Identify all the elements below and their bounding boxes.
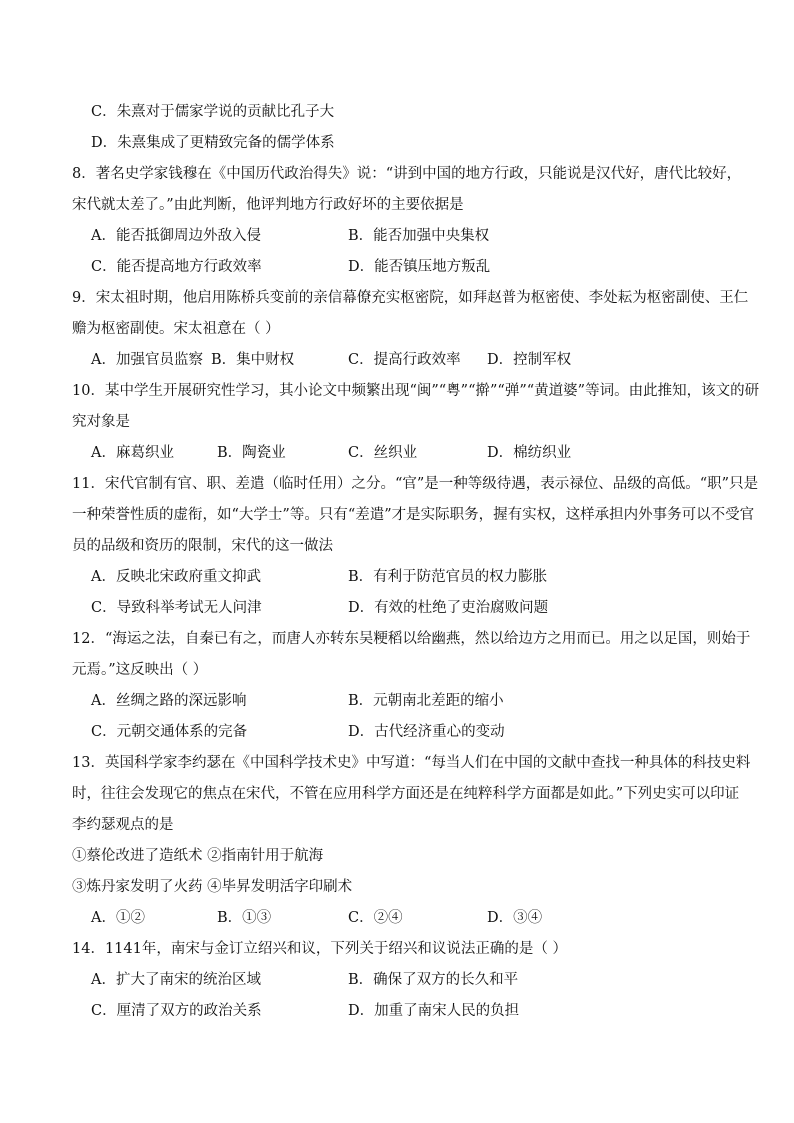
q13-stem-line3: 李约瑟观点的是 (72, 817, 174, 833)
q12-option-c[interactable]: C．元朝交通体系的完备 (91, 724, 248, 740)
q14-option-b[interactable]: B．确保了双方的长久和平 (348, 972, 519, 988)
q9-option-b[interactable]: B．集中财权 (211, 352, 295, 368)
q10-stem-line1: 10．某中学生开展研究性学习，其小论文中频繁出现“闽”“粤”“擀”“弹”“黄道婆”等词。由此推知，该文的研 (72, 383, 760, 399)
q14-stem-line1: 14．1141年，南宋与金订立绍兴和议，下列关于绍兴和议说法正确的是（ ） (72, 941, 567, 957)
q11-stem-line3: 员的品级和资历的限制，宋代的这一做法 (72, 538, 333, 554)
q11-option-c[interactable]: C．导致科举考试无人问津 (91, 600, 262, 616)
q8-option-b[interactable]: B．能否加强中央集权 (348, 228, 490, 244)
q7-option-d: D．朱熹集成了更精致完备的儒学体系 (91, 135, 335, 151)
q12-stem-line2: 元焉。”这反映出（ ） (72, 662, 208, 678)
q12-option-d[interactable]: D．古代经济重心的变动 (348, 724, 505, 740)
q11-option-d[interactable]: D．有效的杜绝了吏治腐败问题 (348, 600, 549, 616)
q9-option-d[interactable]: D．控制军权 (487, 352, 572, 368)
q12-option-a[interactable]: A．丝绸之路的深远影响 (91, 693, 247, 709)
q11-stem-line2: 一种荣誉性质的虚衔，如“大学士”等。只有“差遣”才是实际职务，握有实权，这样承担内外事务可以不受官 (72, 507, 755, 523)
q8-stem-line2: 宋代就太差了。”由此判断，他评判地方行政好坏的主要依据是 (72, 197, 464, 213)
q10-option-c[interactable]: C．丝织业 (348, 445, 418, 461)
q10-option-a[interactable]: A．麻葛织业 (91, 445, 174, 461)
q13-items-row1: ①蔡伦改进了造纸术 ②指南针用于航海 (72, 848, 324, 864)
q9-option-a[interactable]: A．加强官员监察 (91, 352, 203, 368)
q8-option-c[interactable]: C．能否提高地方行政效率 (91, 259, 262, 275)
q13-option-a[interactable]: A．①② (91, 910, 145, 926)
q11-stem-line1: 11．宋代官制有官、职、差遣（临时任用）之分。“官”是一种等级待遇，表示禄位、品级的高低。“职”只是 (72, 476, 759, 492)
q14-option-a[interactable]: A．扩大了南宋的统治区域 (91, 972, 261, 988)
q10-stem-line2: 究对象是 (72, 414, 130, 430)
q13-stem-line2: 时，往往会发现它的焦点在宋代，不管在应用科学方面还是在纯粹科学方面都是如此。”下列史实可以印证 (72, 786, 740, 802)
q14-option-c[interactable]: C．厘清了双方的政治关系 (91, 1003, 262, 1019)
q12-stem-line1: 12．“海运之法，自秦已有之，而唐人亦转东吴粳稻以给幽燕，然以给边方之用而已。用之以足国，则始于 (72, 631, 751, 647)
q14-option-d[interactable]: D．加重了南宋人民的负担 (348, 1003, 520, 1019)
q12-option-b[interactable]: B．元朝南北差距的缩小 (348, 693, 504, 709)
q9-option-c[interactable]: C．提高行政效率 (348, 352, 461, 368)
q11-option-b[interactable]: B．有利于防范官员的权力膨胀 (348, 569, 548, 585)
q8-option-d[interactable]: D．能否镇压地方叛乱 (348, 259, 491, 275)
q9-stem-line2: 赡为枢密副使。宋太祖意在（ ） (72, 321, 280, 337)
q10-option-d[interactable]: D．棉纺织业 (487, 445, 572, 461)
q13-option-c[interactable]: C．②④ (348, 910, 403, 926)
q8-stem-line1: 8．著名史学家钱穆在《中国历代政治得失》说：“讲到中国的地方行政，只能说是汉代好，唐代比较好， (72, 166, 742, 182)
q13-items-row2: ③炼丹家发明了火药 ④毕昇发明活字印刷术 (72, 879, 353, 895)
q7-option-c: C．朱熹对于儒家学说的贡献比孔子大 (91, 104, 335, 120)
q13-option-b[interactable]: B．①③ (217, 910, 272, 926)
q8-option-a[interactable]: A．能否抵御周边外敌入侵 (91, 228, 261, 244)
q11-option-a[interactable]: A．反映北宋政府重文抑武 (91, 569, 261, 585)
q10-option-b[interactable]: B．陶瓷业 (217, 445, 286, 461)
q13-stem-line1: 13．英国科学家李约瑟在《中国科学技术史》中写道：“每当人们在中国的文献中查找一种具体的科技史料 (72, 755, 751, 771)
q13-option-d[interactable]: D．③④ (487, 910, 543, 926)
q9-stem-line1: 9．宋太祖时期，他启用陈桥兵变前的亲信幕僚充实枢密院，如拜赵普为枢密使、李处耘为枢密副使、王仁 (72, 290, 749, 306)
